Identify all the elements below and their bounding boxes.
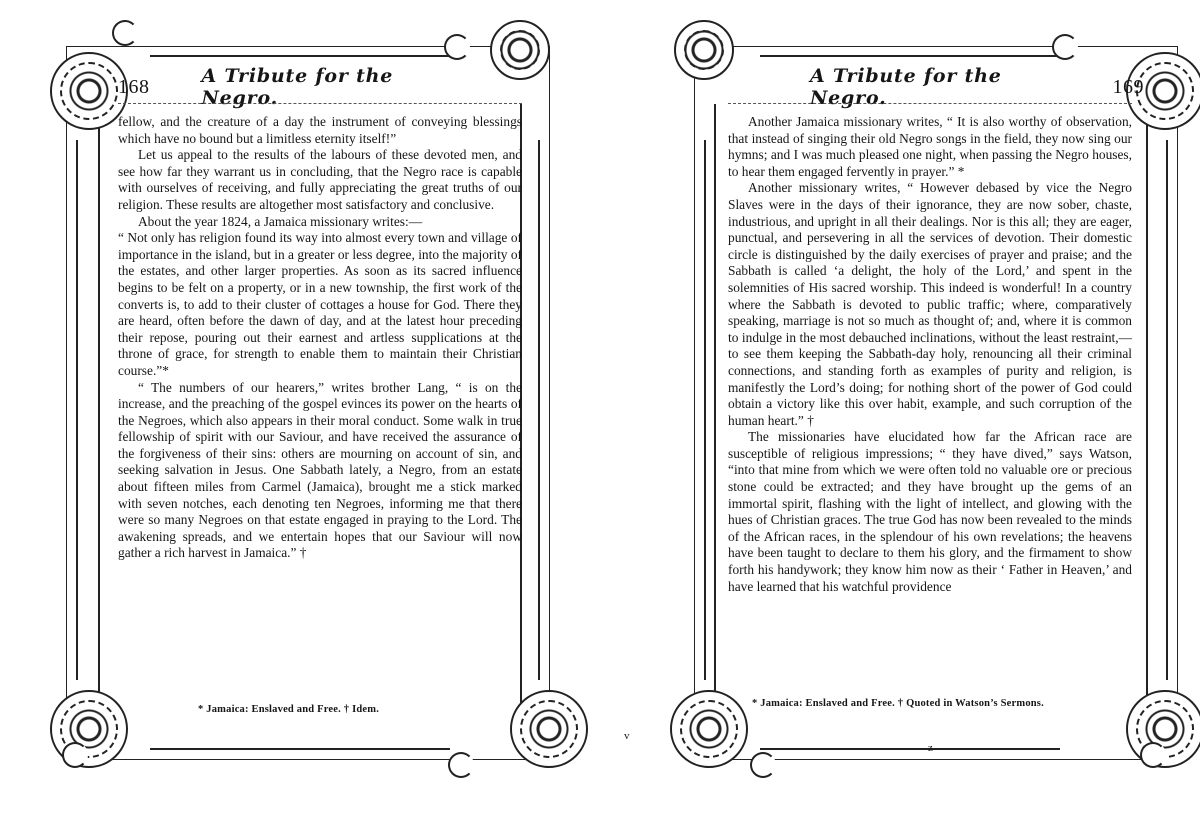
signature-mark: z [928,742,933,754]
corner-rosette-bottom-right [510,690,588,768]
footnote: * Jamaica: Enslaved and Free. † Idem. [198,704,380,715]
right-border-rule [538,140,540,680]
page-header [118,65,418,109]
paragraph: Let us appeal to the results of the labours of these devoted men, and see how far they warrant us in concluding, that the Negro race is capable with ourselves of receiving, and fully appreciating the great truths of our religion. These results are altogether most satisfactory and conclusive. [118,147,522,212]
left-border-rule [704,140,706,680]
corner-rosette-bottom-left [670,690,748,768]
page-header [810,65,1144,109]
gutter-mark: v [624,730,630,742]
scroll-ornament [1140,742,1166,768]
header-rule [118,103,522,104]
paragraph: Another missionary writes, “ However debased by vice the Negro Slaves were in the days of their ignorance, they are now sober, chaste, industrious, and upright in all their dealings. Nor is this all; they are eager, punctual, and persevering in all the services of devotion. Their domestic circle is distinguished by the daily exercises of prayer and praise; and the Sabbath is called ‘a delight, the holy of the Lord,’ and spent in the solemnities of His sacred worship. This indeed is wonderful! In a country where the Sabbath is devoted to public traffic; where, comparatively speaking, marriage is not so much as thought of; and, where it is common to indulge in the most debauched inclinations, without the least restraint,—to see them keeping the Sabbath-day holy, renouncing all their criminal connections, and standing forth as examples of purity and religion, is manifestly the Lord’s doing; for nothing short of the power of God could obtain a victory like this over habit, example, and such corruption of the human heart.” † [728,180,1132,428]
footnote: * Jamaica: Enslaved and Free. † Quoted in Watson’s Sermons. [752,698,1044,709]
paragraph: About the year 1824, a Jamaica missionary writes:— [138,213,423,229]
paragraph: “ Not only has religion found its way into almost every town and village of importance in the island, but in a greater or less degree, into the majority of the estates, and other larger properties. As soon as its sacred influence begins to be felt on a property, or in a new township, the first work of the converts is, to add to their cluster of cottages a house for God. There they are heard, often before the dawn of day, and at the latest hour preceding their repose, pouring out their earnest and artless supplications at the throne of grace, for strength to enable them to maintain their Christian course.”* [118,230,522,378]
scroll-ornament [750,752,776,778]
page-number: 169 [1112,75,1144,98]
corner-rosette-top-left [674,20,734,80]
running-title: A Tribute for the Negro. [810,65,1002,109]
paragraph: fellow, and the creature of a day the instrument of conveying blessings which have no bound but a limitless eternity itself!” [118,114,522,146]
left-border-rule [76,140,78,680]
page-body [728,114,1132,595]
corner-rosette-top-right [490,20,550,80]
page-body [118,114,522,562]
paragraph: “ The numbers of our hearers,” writes brother Lang, “ is on the increase, and the preaching of the gospel evinces its power on the hearts of the Negroes, which also appears in their moral conduct. Some walk in true fellowship of spirit with our Saviour, and have received the assurance of the forgiveness of their sins: others are mourning on account of sin, and seeking salvation in Jesus. One Sabbath lately, a Negro, from an estate about fifteen miles from Carmel (Jamaica), brought me a stick marked with seven notches, each denoting ten Negroes, informing me that there were so many Negroes on that estate engaged in praying to the Lord. The awakening spreads, and we entertain hopes that our Saviour will now gather a rich harvest in Jamaica.” † [118,379,522,561]
scroll-ornament [62,742,88,768]
corner-rosette-top-left [50,52,128,130]
right-page [600,0,1200,816]
paragraph: Another Jamaica missionary writes, “ It is also worthy of observation, that instead of singing their old Negro songs in the field, they now sing our hymns; and I was much pleased one night, when passing the Negro houses, to hear them engaged fervently in prayer.” * [728,114,1132,179]
bottom-border-rule [150,748,450,750]
top-border-rule [760,55,1060,57]
scroll-ornament [112,20,138,46]
paragraph: The missionaries have elucidated how far the African race are susceptible of religious impressions; “ they have dived,” says Watson, “into that mine from which we were often told no valuable ore or precious stone could be extracted; and they have brought up the gems of an immortal spirit, flashing with the light of intellect, and glowing with the hues of Christian graces. The true God has now been revealed to the minds of the African races, in the splendour of his own revelations; the heavens have been taught to declare to them his glory, and the firmament to show forth his handywork; they know him now as their ‘ Father in Heaven,’ and have learned that his watchful providence [728,429,1132,594]
scroll-ornament [1052,34,1078,60]
bottom-border-rule [760,748,1060,750]
running-title: A Tribute for the Negro. [201,65,394,109]
right-border-rule [1166,140,1168,680]
scroll-ornament [448,752,474,778]
page-number: 168 [118,75,150,98]
scroll-ornament [444,34,470,60]
header-rule [728,103,1132,104]
top-border-rule [150,55,450,57]
